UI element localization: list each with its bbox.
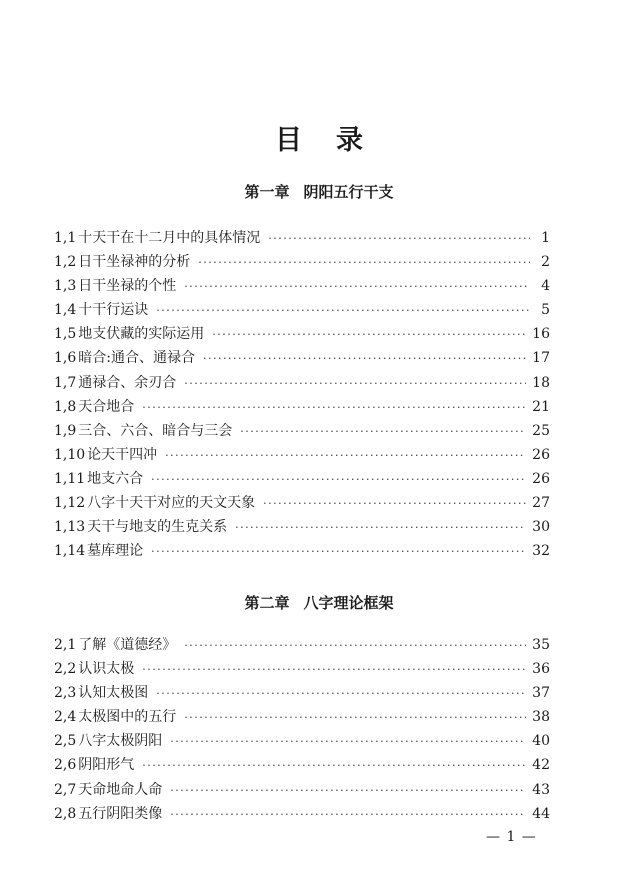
page-number: 5: [541, 302, 550, 319]
section-number: 2,7: [54, 781, 77, 798]
toc-entry[interactable]: [54, 420, 550, 444]
chapter-heading: [0, 181, 638, 202]
entry-title: 认识太极: [78, 661, 135, 678]
entry-title: 阴阳形气: [78, 757, 135, 774]
chapter-number: 第一章: [244, 183, 290, 201]
entry-title: 五行阴阳类像: [78, 805, 163, 822]
section-number: 1,5: [54, 326, 77, 343]
toc-entry[interactable]: [54, 227, 550, 251]
toc-entry[interactable]: [54, 516, 550, 540]
page-number: 25: [532, 422, 550, 439]
page-number: 1: [541, 230, 550, 246]
dot-leader: [198, 256, 530, 269]
dot-leader: [184, 377, 526, 390]
dot-leader: [156, 687, 526, 700]
dot-leader: [142, 401, 526, 414]
chapter-number: 第二章: [244, 594, 290, 612]
entry-title: 天命地命人命: [78, 781, 163, 798]
section-number: 1,10: [54, 446, 86, 463]
section-number: 1,12: [54, 495, 86, 512]
section-number: 1,2: [54, 254, 77, 271]
section-number: 2,1: [54, 637, 77, 653]
section-number: 1,9: [54, 422, 77, 439]
toc-entry[interactable]: [54, 634, 550, 658]
dot-leader: [184, 280, 530, 293]
dot-leader: [170, 808, 526, 821]
toc-entry[interactable]: [54, 492, 550, 516]
dot-leader: [156, 304, 530, 317]
dot-leader: [212, 328, 526, 341]
section-number: 1,13: [54, 519, 86, 536]
toc-entry[interactable]: [54, 754, 550, 778]
section-number: 1,1: [54, 230, 77, 246]
section-number: 2,8: [54, 805, 77, 822]
entry-title: 天干与地支的生克关系: [87, 519, 228, 536]
entry-title: 地支伏藏的实际运用: [78, 326, 205, 343]
toc-entry[interactable]: [54, 803, 550, 827]
entry-title: 太极图中的五行: [78, 709, 177, 726]
dot-leader: [240, 425, 526, 438]
page-number: 2: [541, 254, 550, 271]
section-number: 1,7: [54, 374, 77, 391]
entry-title: 八字太极阴阳: [78, 733, 163, 750]
section-number: 1,6: [54, 350, 77, 367]
section-number: 1,4: [54, 302, 77, 319]
entry-title: 暗合:通合、通禄合: [78, 350, 195, 367]
page-number: 42: [532, 757, 550, 774]
dot-leader: [184, 711, 526, 724]
entry-title: 八字十天干对应的天文天象: [87, 495, 256, 512]
page-number: 30: [532, 519, 550, 536]
dot-leader: [268, 232, 530, 245]
toc-entry[interactable]: [54, 706, 550, 730]
dot-leader: [165, 449, 526, 462]
section-number: 2,5: [54, 733, 77, 750]
entry-title: 十干行运诀: [78, 302, 149, 319]
toc-entry[interactable]: [54, 658, 550, 682]
chapter-name: 阴阳五行干支: [303, 183, 394, 201]
page-number: 36: [532, 661, 550, 678]
dot-leader: [184, 639, 526, 652]
section-number: 2,4: [54, 709, 77, 726]
dot-leader: [170, 784, 526, 797]
page-number: 35: [532, 637, 550, 653]
dot-leader: [263, 497, 526, 510]
entry-title: 认知太极图: [78, 685, 149, 702]
toc-entry[interactable]: [54, 396, 550, 420]
entry-title: 十天干在十二月中的具体情况: [78, 230, 261, 246]
entry-title: 日干坐禄的个性: [78, 278, 177, 295]
page-number: 17: [532, 350, 550, 367]
entry-title: 日干坐禄神的分析: [78, 254, 191, 271]
page-title: 目录: [275, 125, 397, 156]
toc-entry[interactable]: [54, 372, 550, 396]
entry-title: 墓库理论: [87, 543, 144, 560]
page-number: 32: [532, 543, 550, 560]
page-number: 40: [532, 733, 550, 750]
toc-entry[interactable]: [54, 779, 550, 803]
toc-entry[interactable]: [54, 730, 550, 754]
toc-entry[interactable]: [54, 251, 550, 275]
toc-entry[interactable]: [54, 275, 550, 299]
dot-leader: [170, 735, 526, 748]
entry-title: 了解《道德经》: [78, 637, 177, 653]
section-number: 2,2: [54, 661, 77, 678]
page-number: 21: [532, 398, 550, 415]
entry-title: 地支六合: [87, 470, 144, 487]
page-number: 27: [532, 495, 550, 512]
entry-title: 天合地合: [78, 398, 135, 415]
page-number: 37: [532, 685, 550, 702]
dot-leader: [142, 759, 526, 772]
page-number: 26: [532, 446, 550, 463]
page-number: 26: [532, 470, 550, 487]
toc-entry[interactable]: [54, 444, 550, 468]
toc-entry[interactable]: [54, 682, 550, 706]
section-number: 1,3: [54, 278, 77, 295]
chapter-name: 八字理论框架: [303, 594, 394, 612]
toc-entry[interactable]: [54, 468, 550, 492]
toc-entry[interactable]: [54, 540, 550, 564]
page-number: 44: [532, 805, 550, 822]
entry-title: 通禄合、余刃合: [78, 374, 177, 391]
page-number: 43: [532, 781, 550, 798]
page-number-footer: — 1 —: [486, 829, 537, 845]
page-number: 18: [532, 374, 550, 391]
dot-leader: [203, 352, 526, 365]
toc-list: [54, 227, 550, 564]
section-number: 2,6: [54, 757, 77, 774]
section-number: 2,3: [54, 685, 77, 702]
toc-entry[interactable]: [54, 299, 550, 323]
toc-entry[interactable]: [54, 347, 550, 371]
section-number: 1,11: [54, 470, 86, 487]
entry-title: 三合、六合、暗合与三会: [78, 422, 233, 439]
toc-entry[interactable]: [54, 323, 550, 347]
section-number: 1,14: [54, 543, 86, 560]
dot-leader: [142, 663, 526, 676]
page-number: 38: [532, 709, 550, 726]
section-number: 1,8: [54, 398, 77, 415]
entry-title: 论天干四冲: [87, 446, 158, 463]
chapter-heading: [0, 592, 638, 613]
toc-list: [54, 634, 550, 827]
page-number: 4: [541, 278, 550, 295]
page-number: 16: [532, 326, 550, 343]
dot-leader: [235, 521, 526, 534]
dot-leader: [151, 545, 526, 558]
dot-leader: [151, 473, 526, 486]
